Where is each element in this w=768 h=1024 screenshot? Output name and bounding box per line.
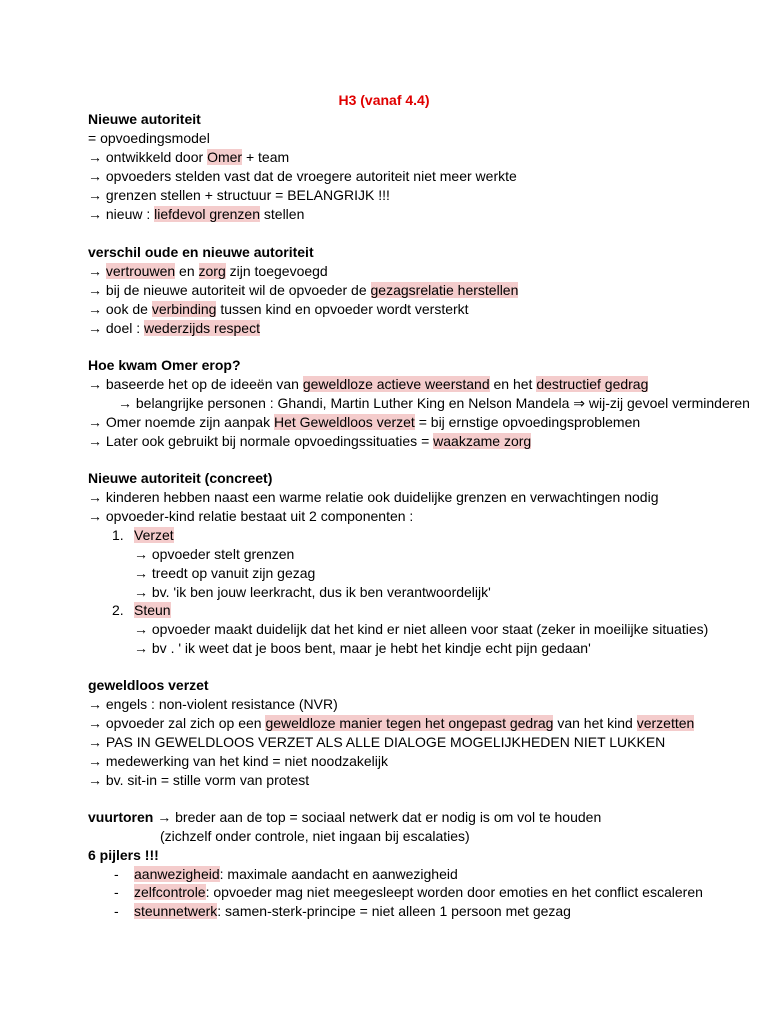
- text-line: → bij de nieuwe autoriteit wil de opvoeder de gezagsrelatie herstellen: [88, 282, 519, 298]
- text-line: → opvoeder stelt grenzen: [134, 546, 295, 562]
- text-line: → vertrouwen en zorg zijn toegevoegd: [88, 263, 328, 279]
- text-line: → opvoeders stelden vast dat de vroegere autoriteit niet meer werkte: [88, 168, 517, 184]
- arrow-icon: →: [88, 489, 102, 505]
- section-heading-verschil: verschil oude en nieuwe autoriteit: [88, 244, 314, 260]
- highlight: destructief gedrag: [536, 376, 649, 392]
- text-line: → PAS IN GEWELDLOOS VERZET ALS ALLE DIALOGE MOGELIJKHEDEN NIET LUKKEN: [88, 734, 666, 750]
- section-heading-pijlers: 6 pijlers !!!: [88, 847, 159, 863]
- highlight: aanwezigheid: [134, 866, 220, 882]
- arrow-icon: →: [88, 206, 102, 222]
- arrow-icon: →: [88, 753, 102, 769]
- text-line: → Omer noemde zijn aanpak Het Geweldloos verzet = bij ernstige opvoedingsproblemen: [88, 414, 641, 430]
- arrow-icon: →: [118, 395, 132, 411]
- arrow-icon: →: [134, 640, 148, 656]
- arrow-icon: →: [88, 187, 102, 203]
- label-vuurtoren: vuurtoren: [88, 809, 154, 825]
- text-line: → bv. sit-in = stille vorm van protest: [88, 772, 310, 788]
- highlight: zorg: [198, 263, 226, 279]
- arrow-icon: →: [88, 301, 102, 317]
- text-line: → opvoeder maakt duidelijk dat het kind er niet alleen voor staat (zeker in moeilijke situaties): [134, 621, 709, 637]
- arrow-icon: →: [88, 320, 102, 336]
- text-line-vuurtoren: vuurtoren → breder aan de top = sociaal netwerk dat er nodig is om vol te houden: [88, 809, 602, 825]
- page-title: H3 (vanaf 4.4): [338, 92, 430, 108]
- highlight: Steun: [134, 602, 171, 618]
- section-heading-geweldloos-verzet: geweldloos verzet: [88, 677, 209, 693]
- text-line: → bv. 'ik ben jouw leerkracht, dus ik ben verantwoordelijk': [134, 584, 491, 600]
- arrow-icon: →: [88, 772, 102, 788]
- arrow-icon: →: [88, 715, 102, 731]
- arrow-icon: →: [157, 809, 172, 825]
- highlight: gezagsrelatie herstellen: [370, 282, 519, 298]
- section-heading-nieuwe-autoriteit: Nieuwe autoriteit: [88, 111, 201, 127]
- arrow-icon: →: [88, 149, 102, 165]
- list-number: 1.: [112, 527, 124, 543]
- text-line: → opvoeder zal zich op een geweldloze manier tegen het ongepast gedrag van het kind verzetten: [88, 715, 695, 731]
- arrow-icon: →: [88, 376, 102, 392]
- list-item: zelfcontrole: opvoeder mag niet meegesleept worden door emoties en het conflict escaleren: [134, 884, 703, 900]
- arrow-icon: →: [88, 734, 102, 750]
- double-arrow-icon: ⇒: [573, 395, 586, 411]
- arrow-icon: →: [88, 168, 102, 184]
- text-line: → bv . ' ik weet dat je boos bent, maar je hebt het kindje echt pijn gedaan': [134, 640, 591, 656]
- list-item: aanwezigheid: maximale aandacht en aanwezigheid: [134, 866, 458, 882]
- text-line: = opvoedingsmodel: [88, 130, 210, 146]
- highlight: verbinding: [151, 301, 217, 317]
- highlight: zelfcontrole: [134, 884, 206, 900]
- text-line: → nieuw : liefdevol grenzen stellen: [88, 206, 305, 222]
- bullet-dash: -: [114, 903, 119, 919]
- bullet-dash: -: [114, 866, 119, 882]
- text-line: (zichzelf onder controle, niet ingaan bij escalaties): [160, 828, 470, 844]
- arrow-icon: →: [88, 433, 102, 449]
- arrow-icon: →: [134, 565, 148, 581]
- list-item: [134, 601, 171, 620]
- arrow-icon: →: [88, 414, 102, 430]
- list-number: 2.: [112, 602, 124, 618]
- highlight: steunnetwerk: [134, 903, 218, 919]
- arrow-icon: →: [134, 621, 148, 637]
- text-line: → engels : non-violent resistance (NVR): [88, 696, 338, 712]
- arrow-icon: →: [88, 508, 102, 524]
- text-line: → medewerking van het kind = niet noodzakelijk: [88, 753, 389, 769]
- highlight: waakzame zorg: [433, 433, 532, 449]
- arrow-icon: →: [134, 584, 148, 600]
- text-line: → baseerde het op de ideeën van geweldloze actieve weerstand en het destructief gedrag: [88, 376, 649, 392]
- highlight: liefdevol grenzen: [154, 206, 260, 222]
- highlight: vertrouwen: [105, 263, 176, 279]
- highlight: wederzijds respect: [144, 320, 260, 336]
- section-heading-concreet: Nieuwe autoriteit (concreet): [88, 470, 273, 486]
- highlight: geweldloze manier tegen het ongepast gedrag: [265, 715, 554, 731]
- text-line: → Later ook gebruikt bij normale opvoedingssituaties = waakzame zorg: [88, 433, 532, 449]
- list-item: steunnetwerk: samen-sterk-principe = niet alleen 1 persoon met gezag: [134, 903, 571, 919]
- text-line: → ontwikkeld door Omer + team: [88, 149, 290, 165]
- text-line: → opvoeder-kind relatie bestaat uit 2 componenten :: [88, 508, 414, 524]
- arrow-icon: →: [88, 282, 102, 298]
- text-line: → ook de verbinding tussen kind en opvoeder wordt versterkt: [88, 301, 469, 317]
- text-line: → treedt op vanuit zijn gezag: [134, 565, 316, 581]
- highlight: Het Geweldloos verzet: [273, 414, 415, 430]
- arrow-icon: →: [88, 263, 102, 279]
- highlight: verzetten: [636, 715, 695, 731]
- highlight: Verzet: [134, 527, 174, 543]
- arrow-icon: →: [88, 696, 102, 712]
- highlight: geweldloze actieve weerstand: [302, 376, 490, 392]
- bullet-dash: -: [114, 884, 119, 900]
- highlight: Omer: [207, 149, 243, 165]
- text-line: → doel : wederzijds respect: [88, 320, 260, 336]
- list-item: [134, 526, 174, 545]
- section-heading-hoe-kwam-omer: Hoe kwam Omer erop?: [88, 357, 241, 373]
- text-line: → belangrijke personen : Ghandi, Martin Luther King en Nelson Mandela ⇒ wij-zij gevoel verminderen: [118, 395, 750, 411]
- text-line: → grenzen stellen + structuur = BELANGRIJK !!!: [88, 187, 390, 203]
- text-line: → kinderen hebben naast een warme relatie ook duidelijke grenzen en verwachtingen nodig: [88, 489, 659, 505]
- arrow-icon: →: [134, 546, 148, 562]
